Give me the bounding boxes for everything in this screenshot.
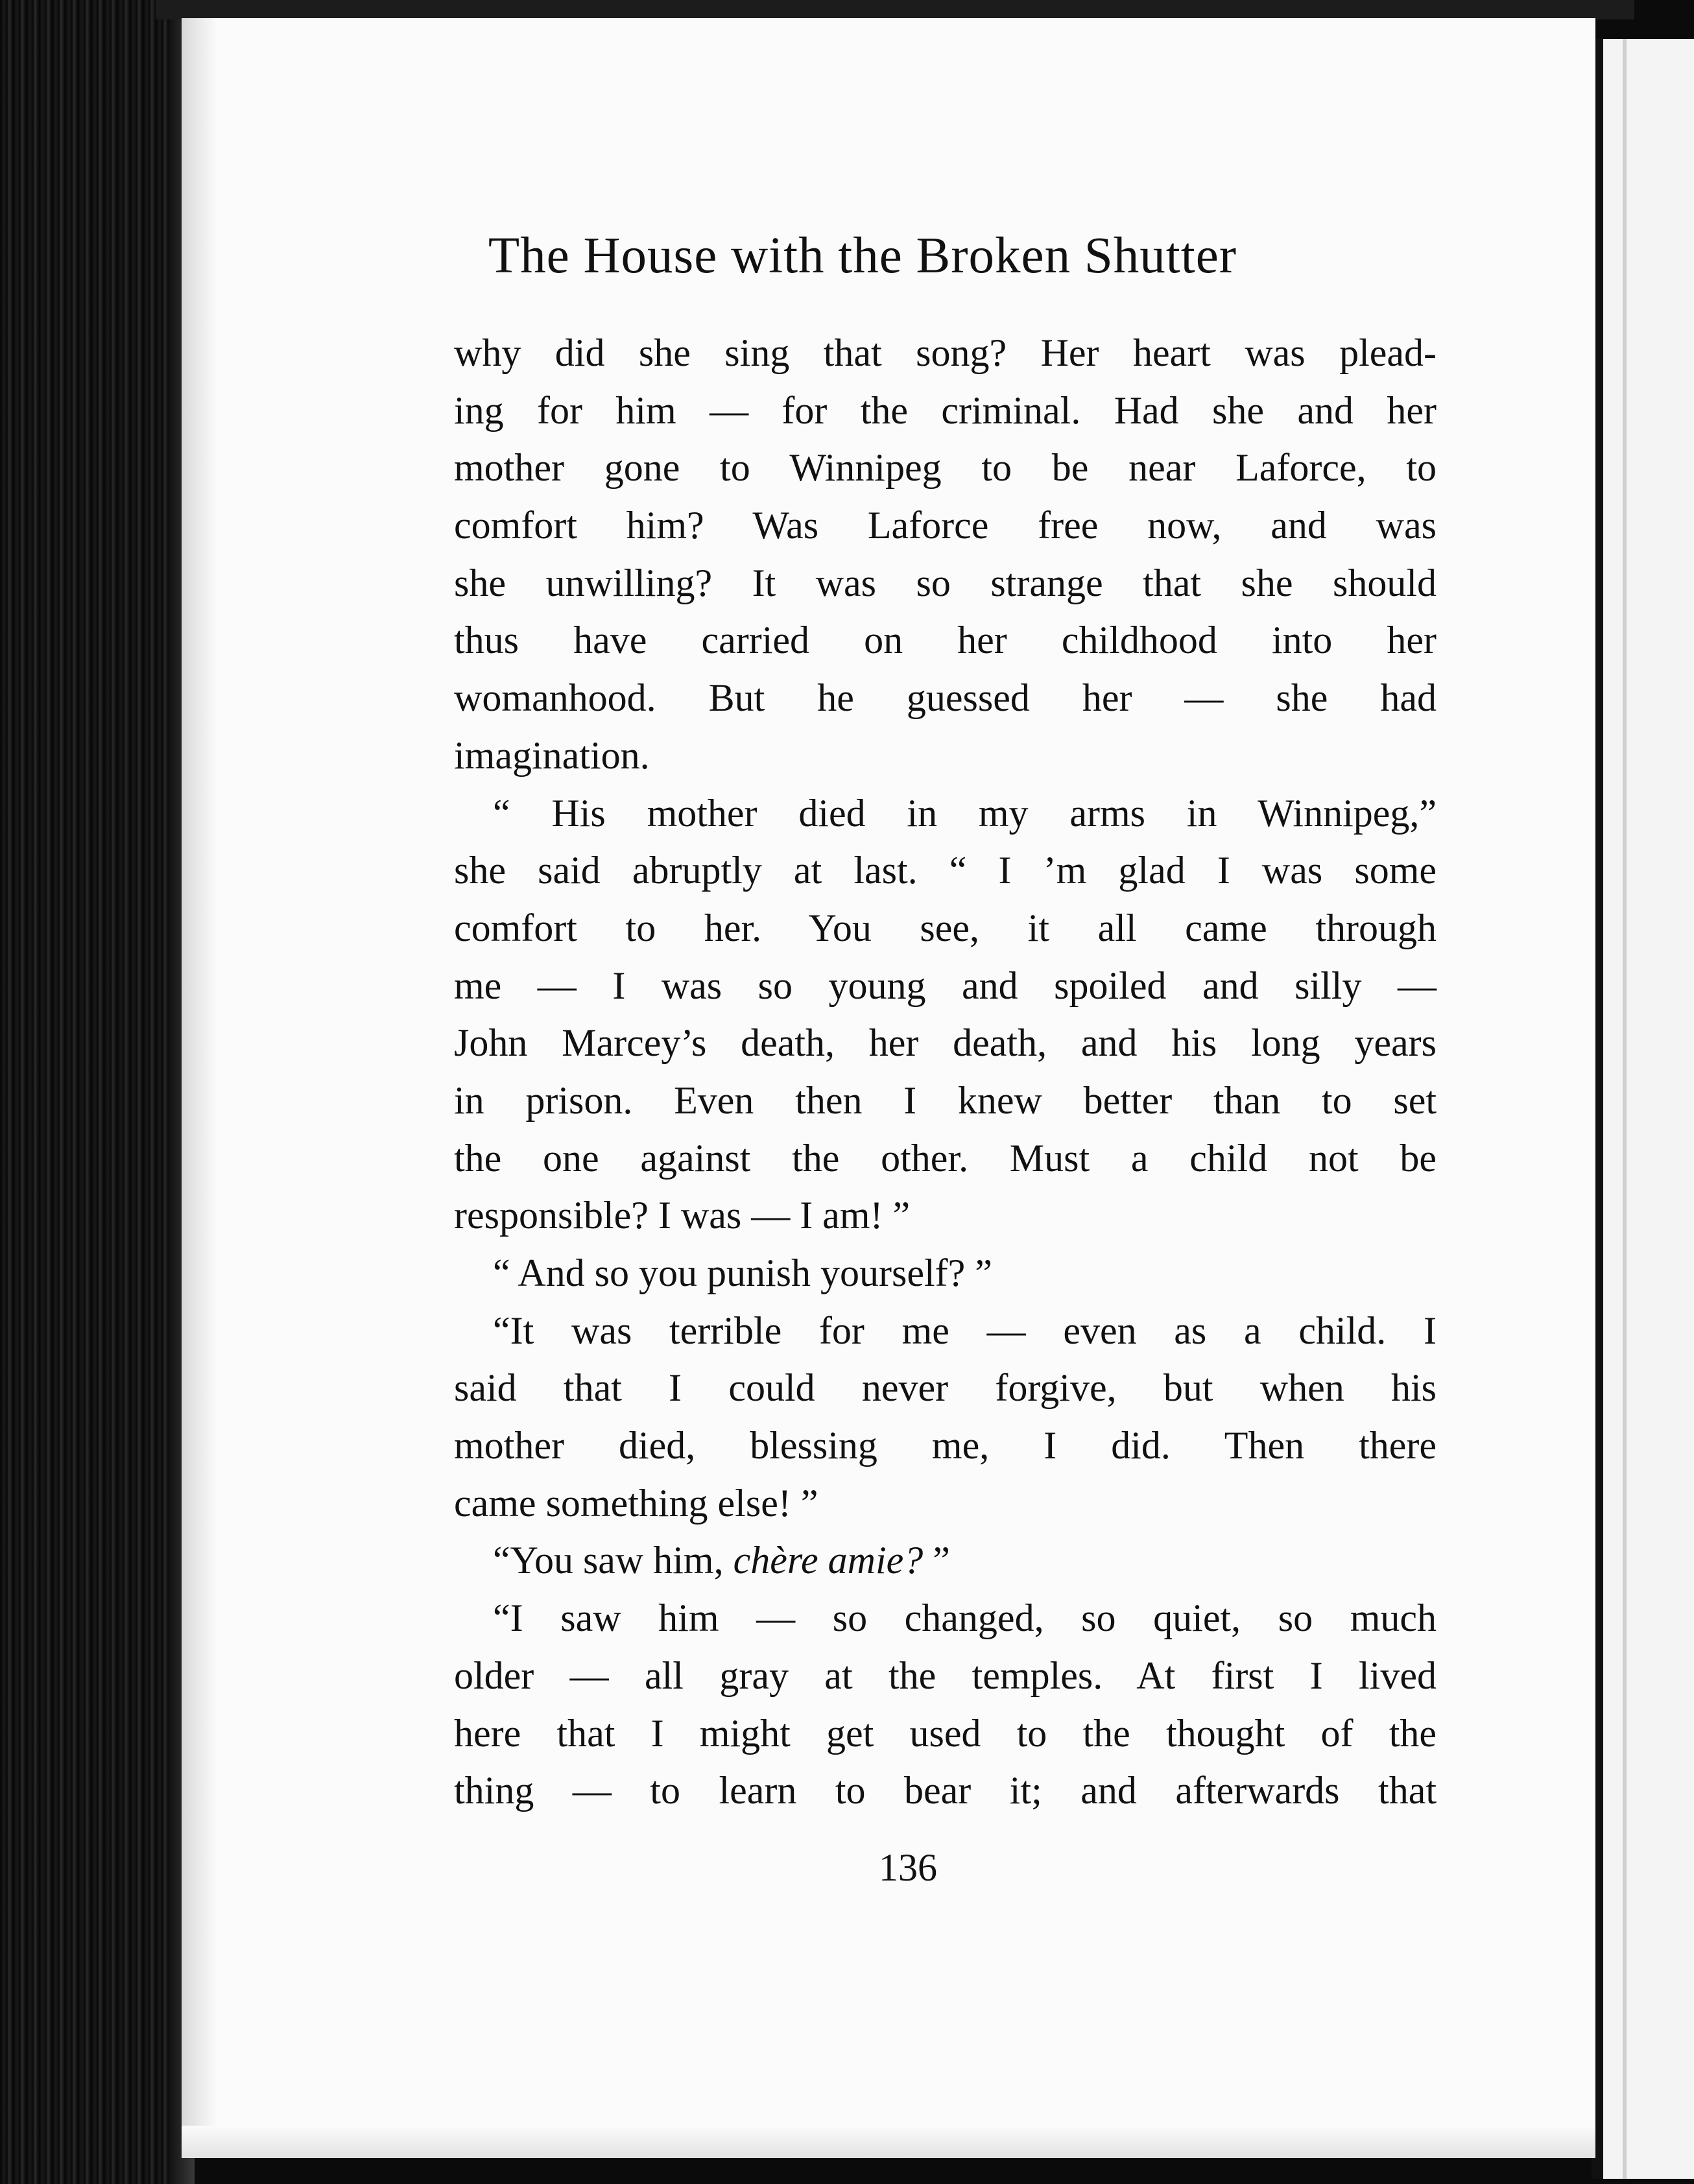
text-line: thus have carried on her childhood into her xyxy=(454,619,1437,662)
text-line: comfort to her. You see, it all came through xyxy=(454,906,1437,949)
text-line: why did she sing that song? Her heart was plead- xyxy=(454,331,1437,374)
text-line: imagination. xyxy=(454,733,650,777)
text-line: mother gone to Winnipeg to be near Laforce, to xyxy=(454,446,1437,490)
text-line: comfort him? Was Laforce free now, and was xyxy=(454,504,1437,547)
text-line-roman: “You saw him, xyxy=(493,1539,734,1582)
text-line: “It was terrible for me — even as a child. I xyxy=(493,1309,1437,1352)
text-line: “ And so you punish yourself? ” xyxy=(493,1252,992,1294)
text-line: she unwilling? It was so strange that she should xyxy=(454,561,1437,604)
body-text xyxy=(454,324,1437,1820)
text-line: said that I could never forgive, but when his xyxy=(454,1366,1437,1410)
page-number: 136 xyxy=(879,1846,937,1889)
page-top-shadow xyxy=(156,0,1634,19)
text-line: “ His mother died in my arms in Winnipeg,” xyxy=(493,791,1437,835)
text-line: me — I was so young and spoiled and silly — xyxy=(454,964,1437,1007)
text-line xyxy=(454,1532,1437,1589)
text-line: she said abruptly at last. “ I ’m glad I was some xyxy=(454,849,1437,892)
facing-page-edge xyxy=(1592,39,1694,2179)
text-line: ing for him — for the criminal. Had she and her xyxy=(454,388,1437,432)
book-binding xyxy=(0,0,195,2184)
text-line: mother died, blessing me, I did. Then there xyxy=(454,1424,1437,1467)
text-line: came something else! ” xyxy=(454,1481,818,1525)
text-line: responsible? I was — I am! ” xyxy=(454,1194,911,1237)
text-line: John Marcey’s death, her death, and his long years xyxy=(454,1021,1437,1065)
text-line: thing — to learn to bear it; and afterwards that xyxy=(454,1769,1437,1812)
text-line: womanhood. But he guessed her — she had xyxy=(454,676,1437,720)
text-line: older — all gray at the temples. At first I lived xyxy=(454,1654,1437,1697)
text-line-italic: chère amie? xyxy=(733,1539,924,1582)
running-head: The House with the Broken Shutter xyxy=(488,228,1237,284)
text-line-roman: ” xyxy=(923,1539,950,1582)
text-line: here that I might get used to the thought of the xyxy=(454,1711,1437,1755)
text-line: “I saw him — so changed, so quiet, so much xyxy=(493,1596,1437,1640)
text-line: the one against the other. Must a child not be xyxy=(454,1136,1437,1180)
text-line: in prison. Even then I knew better than to set xyxy=(454,1078,1437,1122)
